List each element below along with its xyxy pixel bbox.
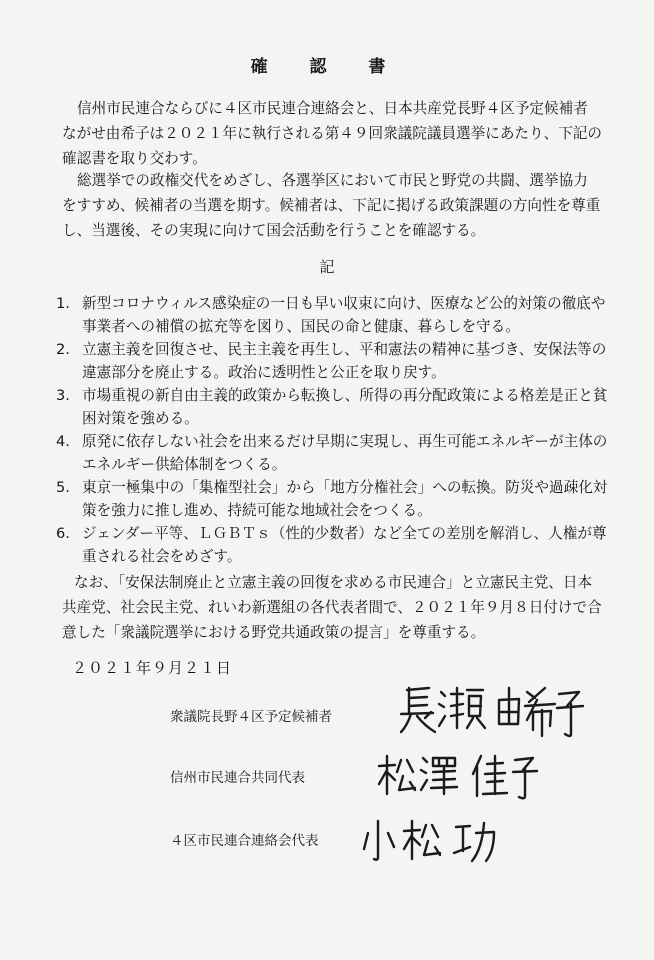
ki-heading: 記 xyxy=(319,258,335,276)
closing-paragraph: なお、「安保法制廃止と立憲主義の回復を求める市民連合」と立憲民主党、日本共産党、社会民主党、れいわ新選組の各代表者間で、２０２１年９月８日付けで合意した「衆議院選挙における野党共通政策の提言」を尊重する。 xyxy=(62,574,602,641)
policy-item-text: 新型コロナウィルス感染症の一日も早い収束に向け、医療など公的対策の徹底や事業者への補償の拡充等を図り、国民の命と健康、暮らしを守る。 xyxy=(82,295,606,335)
signatory-candidate xyxy=(170,680,630,740)
signatory-role: 衆議院長野４区予定候補者 xyxy=(170,709,332,725)
policy-item-text: ジェンダー平等、ＬＧＢＴｓ（性的少数者）など全ての差別を解消し、人権が尊重される社会をめざす。 xyxy=(82,525,607,565)
policy-item-text: 東京一極集中の「集権型社会」から「地方分権社会」への転換。防災や過疎化対策を強力に推し進め、持続可能な地域社会をつくる。 xyxy=(82,479,608,519)
handwritten-signature xyxy=(395,680,585,740)
intro-paragraph-1: 信州市民連合ならびに４区市民連合連絡会と、日本共産党長野４区予定候補者ながせ由希子は２０２１年に執行される第４９回衆議院議員選挙にあたり、下記の確認書を取り交わす。 xyxy=(62,100,602,167)
intro-paragraph-2: 総選挙での政権交代をめざし、各選挙区において市民と野党の共闘、選挙協力をすすめ、候補者の当選を期す。候補者は、下記に掲げる政策課題の方向性を尊重し、当選後、その実現に向けて国会活動を行うことを確認する。 xyxy=(62,172,601,239)
policy-item-number: 4. xyxy=(56,433,70,450)
policy-item-text: 市場重視の新自由主義的政策から転換し、所得の再分配政策による格差是正と貧困対策を強める。 xyxy=(82,387,608,427)
signatory-district4-representative xyxy=(170,815,630,875)
policy-item-number: 5. xyxy=(56,479,70,496)
policy-item-text: 立憲主義を回復させ、民主主義を再生し、平和憲法の精神に基づき、安保法等の違憲部分を廃止する。政治に透明性と公正を取り戻す。 xyxy=(82,341,607,381)
policy-item xyxy=(56,338,608,384)
policy-item-text: 原発に依存しない社会を出来るだけ早期に実現し、再生可能エネルギーが主体のエネルギー供給体制をつくる。 xyxy=(82,433,608,473)
policy-item xyxy=(56,430,608,476)
policy-item-number: 2. xyxy=(56,341,70,358)
policy-item-number: 1. xyxy=(56,295,70,312)
policy-item xyxy=(56,292,608,338)
handwritten-signature xyxy=(362,815,502,865)
policy-item-number: 6. xyxy=(56,525,70,542)
document-date: ２０２１年９月２１日 xyxy=(72,659,233,677)
signatory-role: 信州市民連合共同代表 xyxy=(170,770,305,786)
handwritten-signature xyxy=(375,750,545,800)
policy-item xyxy=(56,522,608,568)
document-title: 確 認 書 xyxy=(250,57,404,77)
policy-item xyxy=(56,476,608,522)
policy-item-number: 3. xyxy=(56,387,70,404)
signatory-shinshu-representative xyxy=(170,750,630,810)
policy-list xyxy=(56,292,608,568)
signatory-role: ４区市民連合連絡会代表 xyxy=(170,833,319,849)
policy-item xyxy=(56,384,608,430)
